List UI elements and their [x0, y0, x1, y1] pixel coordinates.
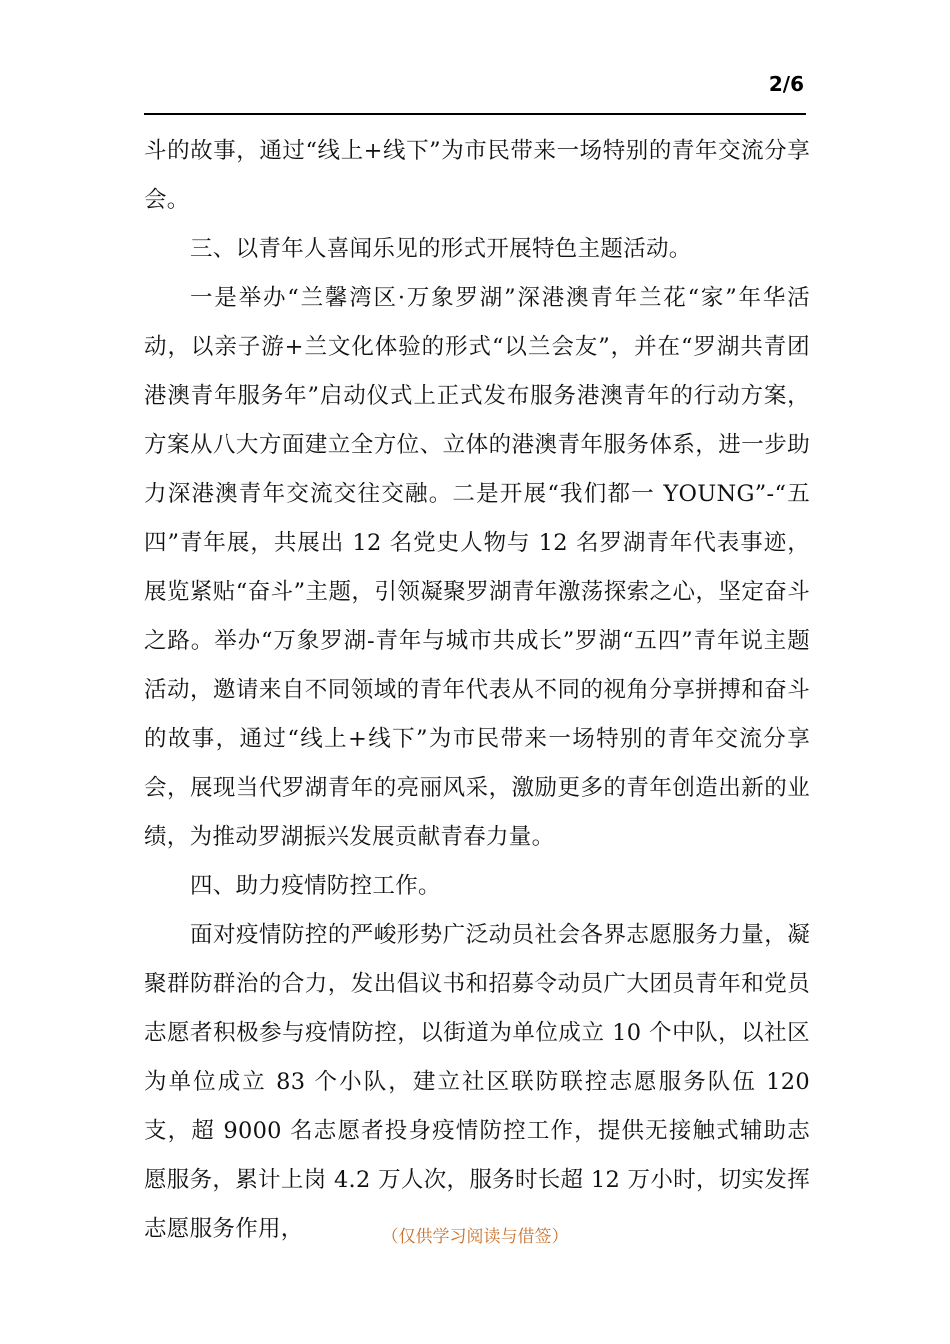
section-heading-four: 四、助力疫情防控工作。: [190, 873, 441, 899]
document-body: [144, 127, 810, 1254]
footer-disclaimer: （仅供学习阅读与借签）: [381, 1227, 569, 1247]
header-divider: [144, 113, 806, 115]
paragraph-epidemic: 面对疫情防控的严峻形势广泛动员社会各界志愿服务力量，凝聚群防群治的合力，发出倡议书和招募令动员广大团员青年和党员志愿者积极参与疫情防控，以街道为单位成立 10 个中队，以社区为单位成立 83 个小队，建立社区联防联控志愿服务队伍 120 支，超 9000 名志愿者投身疫情防控工作，提供无接触式辅助志愿服务，累计上岗 4.2 万人次，服务时长超 12 万小时，切实发挥志愿服务作用，: [144, 922, 810, 1242]
section-heading-three: 三、以青年人喜闻乐见的形式开展特色主题活动。: [190, 236, 692, 262]
page-number: 2/6: [768, 72, 804, 96]
paragraph-activities: 一是举办“兰馨湾区·万象罗湖”深港澳青年兰花“家”年华活动，以亲子游+兰文化体验的形式“以兰会友”，并在“罗湖共青团港澳青年服务年”启动仪式上正式发布服务港澳青年的行动方案，方案从八大方面建立全方位、立体的港澳青年服务体系，进一步助力深港澳青年交流交往交融。二是开展“我们都一 YOUNG”-“五四”青年展，共展出 12 名党史人物与 12 名罗湖青年代表事迹，展览紧贴“奋斗”主题，引领凝聚罗湖青年激荡探索之心，坚定奋斗之路。举办“万象罗湖-青年与城市共成长”罗湖“五四”青年说主题活动，邀请来自不同领域的青年代表从不同的视角分享拼搏和奋斗的故事，通过“线上+线下”为市民带来一场特别的青年交流分享会，展现当代罗湖青年的亮丽风采，激励更多的青年创造出新的业绩，为推动罗湖振兴发展贡献青春力量。: [144, 285, 810, 850]
paragraph-continuation: 斗的故事，通过“线上+线下”为市民带来一场特别的青年交流分享会。: [144, 138, 810, 213]
